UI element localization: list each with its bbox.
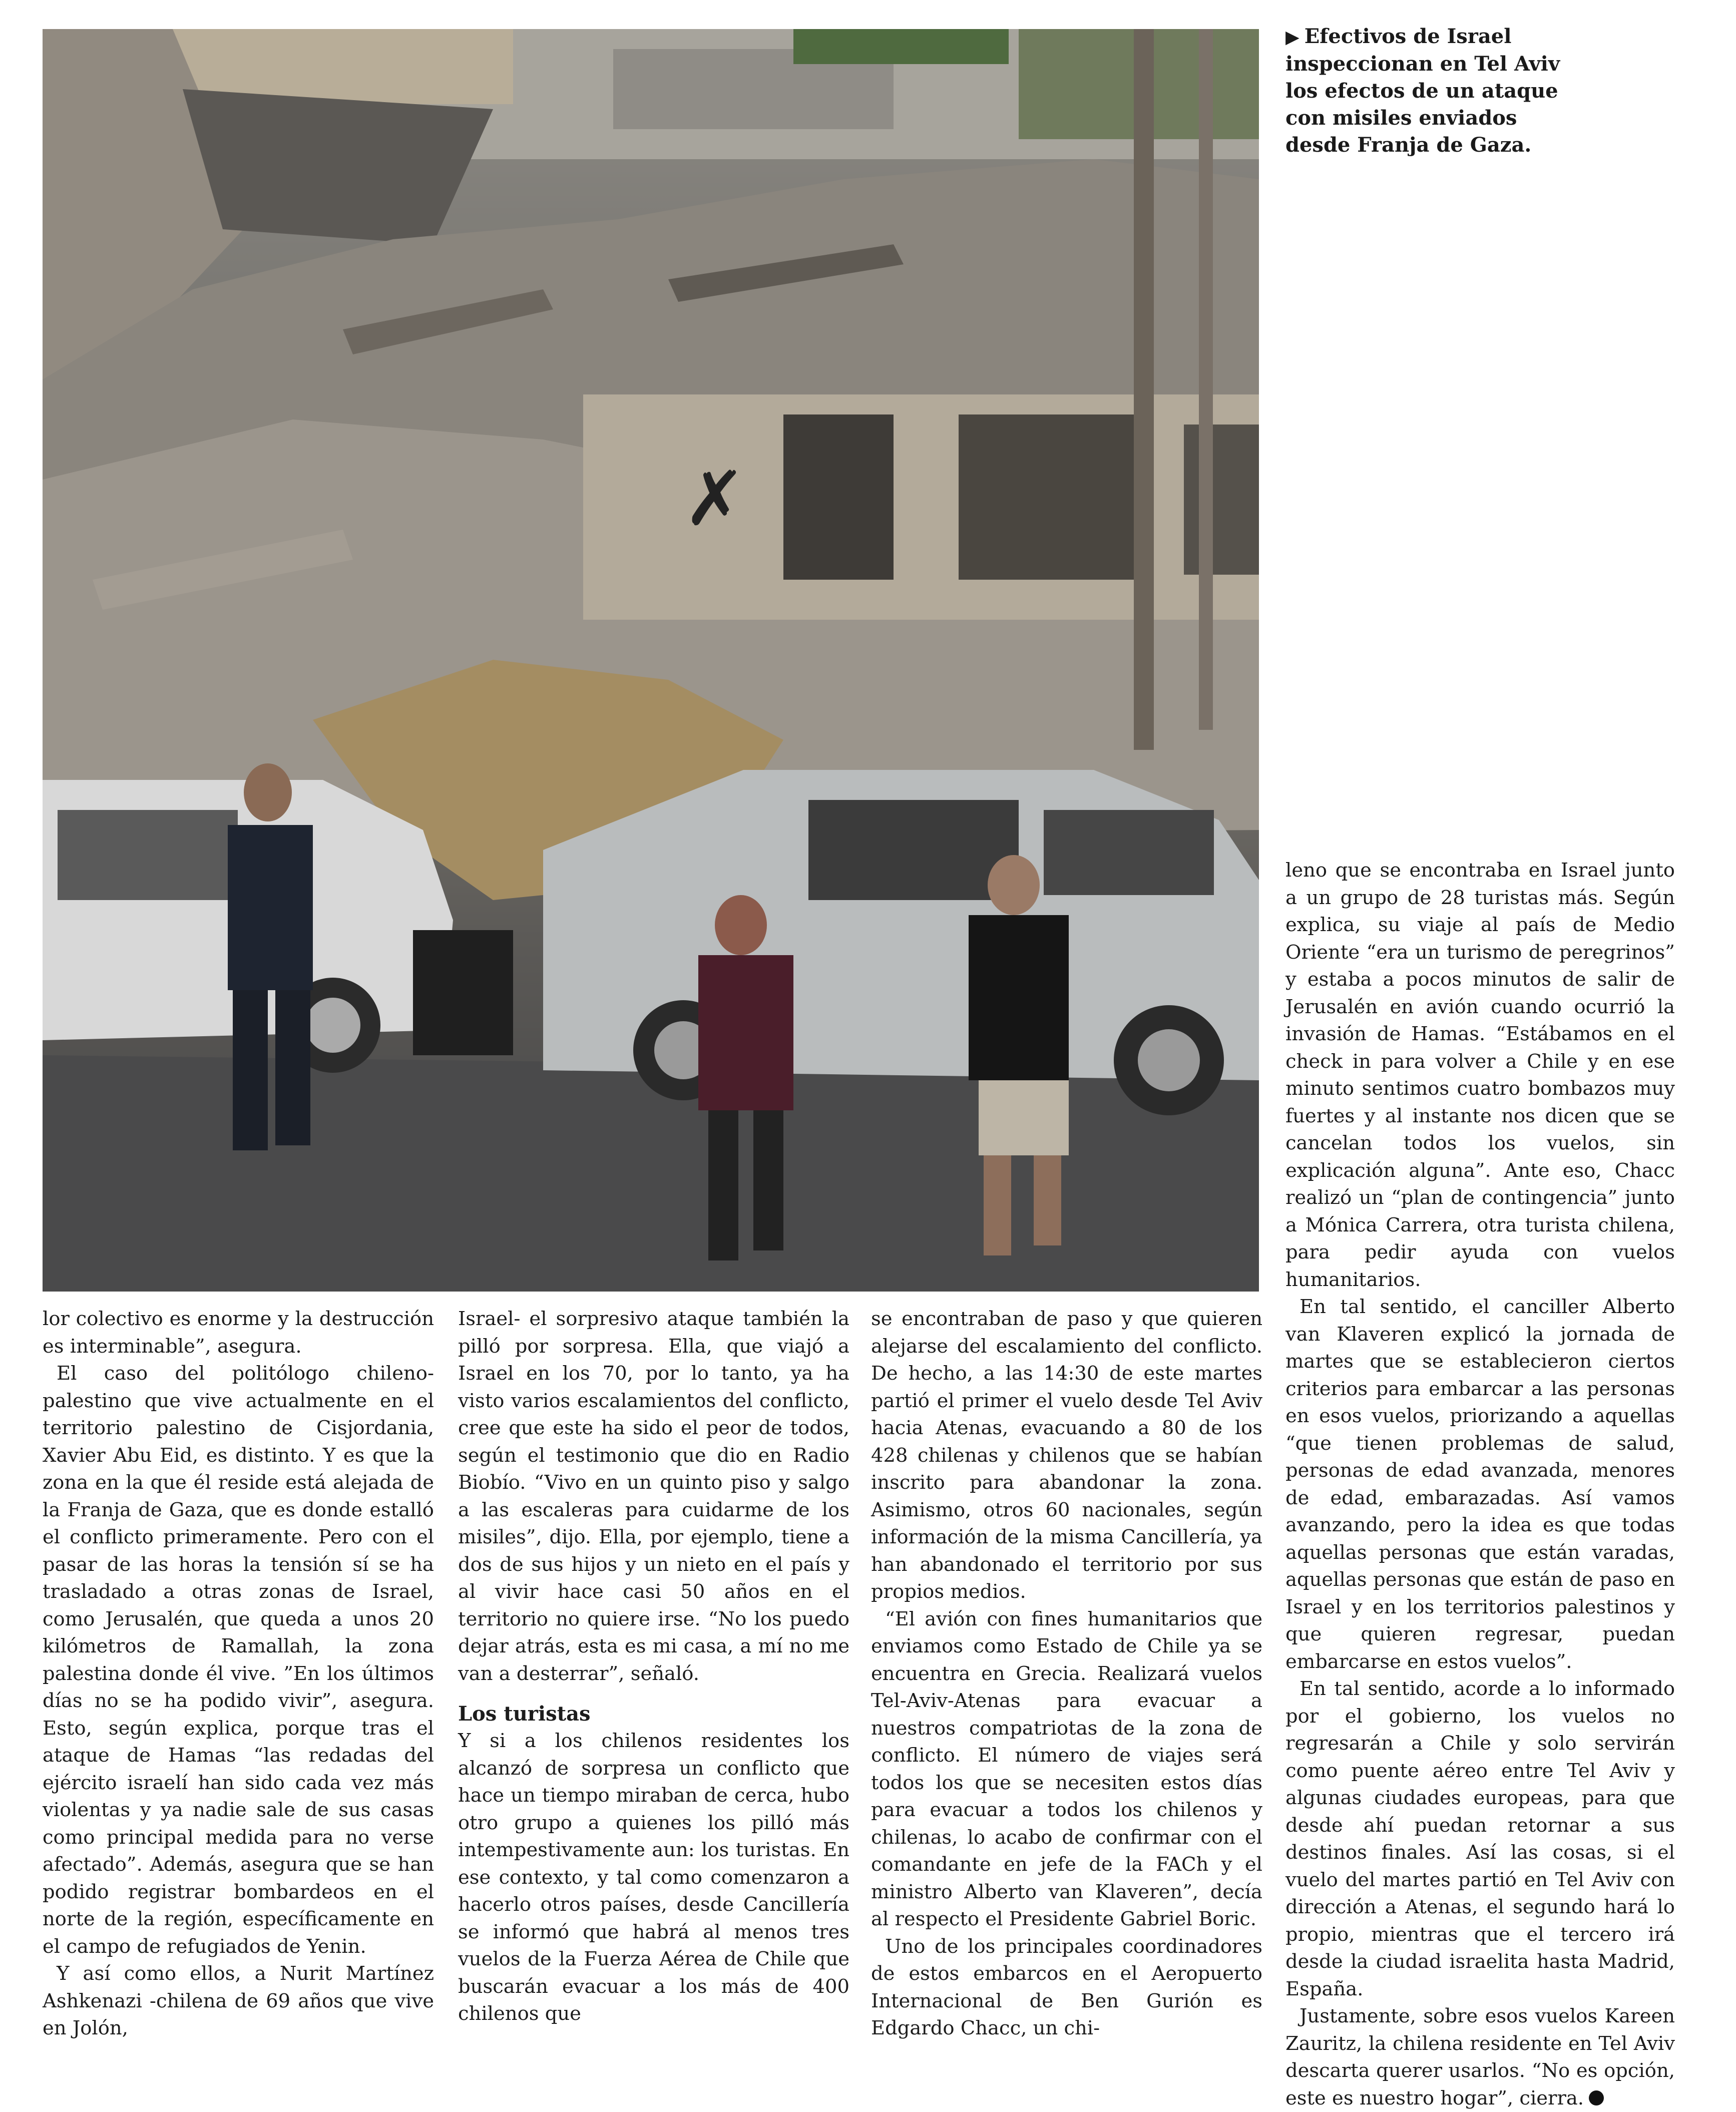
paragraph: Uno de los principales coordinadores de estos embarcos en el Aeropuerto Internacional de Ben Gurión es Edgardo Chacc, un chi- (871, 1935, 1262, 2039)
paragraph: Y si a los chilenos residentes los alcanzó de sorpresa un conflicto que hace un tiempo miraban de cerca, hubo otro grupo a quienes los pilló más intempestivamente aun: los turistas. En ese contexto, y tal como comenzaron a hacerlo otros países, desde Cancillería se informó que habrá al menos tres vuelos de la Fuerza Aérea de Chile que buscarán evacuar a los más de 400 chilenos que (458, 1730, 849, 2025)
article-column-1 (43, 1306, 434, 2042)
paragraph: Y así como ellos, a Nurit Martínez Ashkenazi -chilena de 69 años que vive en Jolón, (43, 1962, 434, 2039)
last-paragraph (1285, 2003, 1675, 2112)
paragraph: lor colectivo es enorme y la destrucción es interminable”, asegura. (43, 1308, 434, 1358)
section-heading: Los turistas (458, 1702, 591, 1726)
paragraph-text: Justamente, sobre esos vuelos Kareen Zauritz, la chilena residente en Tel Aviv descarta querer usarlos. “No es opción, este es nuestro hogar”, cierra. (1285, 2005, 1675, 2109)
end-of-article-icon (1589, 2090, 1604, 2105)
paragraph: Israel- el sorpresivo ataque también la pilló por sorpresa. Ella, que viajó a Israel en los 70, por lo tanto, ya ha visto varios escalamientos del conflicto, cree que este ha sido el peor de todos, según el testimonio que dio en Radio Biobío. “Vivo en un quinto piso y salgo a las escaleras para cuidarme de los misiles”, dijo. Ella, por ejemplo, tiene a dos de sus hijos y un nieto en el país y al vivir hace casi 50 años en el territorio no quiere irse. “No los puedo dejar atrás, esta es mi casa, a mí no me van a desterrar”, señaló. (458, 1308, 849, 1685)
paragraph: se encontraban de paso y que quieren alejarse del escalamiento del conflicto. De hecho, a las 14:30 de este martes partió el primer el vuelo desde Tel Aviv hacia Atenas, evacuando a 80 de los 428 chilenas y chilenos que se habían inscrito para abandonar la zona. Asimismo, otros 60 nacionales, según información de la misma Cancillería, ya han abandonado el territorio por sus propios medios. (871, 1308, 1262, 1603)
paragraph: “El avión con fines humanitarios que enviamos como Estado de Chile ya se encuentra en Grecia. Realizará vuelos Tel-Aviv-Atenas para evacuar a nuestros compatriotas de la zona de conflicto. El número de viajes será todos los que se necesiten estos días para evacuar a todos los chilenos y chilenas, lo acabo de confirmar con el comandante en jefe de la FACh y el ministro Alberto van Klaveren”, decía al respecto el Presidente Gabriel Boric. (871, 1607, 1262, 1930)
caption-marker-icon: ▶ (1285, 27, 1299, 48)
graffiti-mark: ✗ (683, 456, 746, 543)
paragraph: El caso del politólogo chileno-palestino que vive actualmente en el territorio palestino de Cisjordania, Xavier Abu Eid, es distinto. Y es que la zona en la que él reside está alejada de la Franja de Gaza, que es donde estalló el conflicto primeramente. Pero con el pasar de las horas la tensión sí se ha trasladado a otras zonas de Israel, como Jerusalén, que queda a unos 20 kilómetros de Ramallah, la zona palestina donde él vive. ”En los últimos días no se ha podido vivir”, asegura. Esto, según explica, porque tras el ataque de Hamas “las redadas del ejército israelí han sido cada vez más violentas y ya nadie sale de sus casas como principal medida para no verse afectado”. Además, asegura que se han podido registrar bombardeos en el norte de la región, específicamente en el campo de refugiados de Yenin. (43, 1362, 434, 1958)
article-column-3 (871, 1306, 1262, 2042)
photo-caption (1285, 23, 1566, 159)
paragraph: leno que se encontraba en Israel junto a un grupo de 28 turistas más. Según explica, su viaje al país de Medio Oriente “era un turismo de peregrinos” y estaba a pocos minutos de salir de Jerusalén en avión cuando ocurrió la invasión de Hamas. “Estábamos en el check in para volver a Chile y en ese minuto sentimos cuatro bombazos muy fuertes y al instante nos dicen que se cancelan todos los vuelos, sin explicación alguna”. Ante eso, Chacc realizó un “plan de contingencia” junto a Mónica Carrera, otra turista chilena, para pedir ayuda con vuelos humanitarios. (1285, 859, 1675, 1291)
photo-illustration (43, 29, 1259, 1292)
article-column-2 (458, 1306, 849, 2028)
paragraph: En tal sentido, el canciller Alberto van Klaveren explicó la jornada de martes que se establecieron ciertos criterios para embarcar a las personas en esos vuelos, priorizando a aquellas “que tienen problemas de salud, personas de edad avanzada, menores de edad, embarazadas. Así vamos avanzando, pero la idea es que todas aquellas personas que están varadas, aquellas personas que están de paso en Israel y en los territorios palestinos y que quieren regresar, puedan embarcarse en estos vuelos”. (1285, 1296, 1675, 1673)
article-column-4 (1285, 857, 1675, 2112)
paragraph: En tal sentido, acorde a lo informado por el gobierno, los vuelos no regresarán a Chile y solo servirán como puente aéreo entre Tel Aviv y algunas ciudades europeas, para que desde ahí puedan retornar a sus destinos finales. Así las cosas, si el vuelo del martes partió en Tel Aviv con dirección a Atenas, el segundo hará lo propio, mientras que el tercero irá desde la ciudad israelita hasta Madrid, España. (1285, 1677, 1675, 2000)
caption-text: Efectivos de Israel inspeccionan en Tel Aviv los efectos de un ataque con misiles enviados desde Franja de Gaza. (1285, 25, 1560, 157)
news-photo (43, 29, 1259, 1292)
